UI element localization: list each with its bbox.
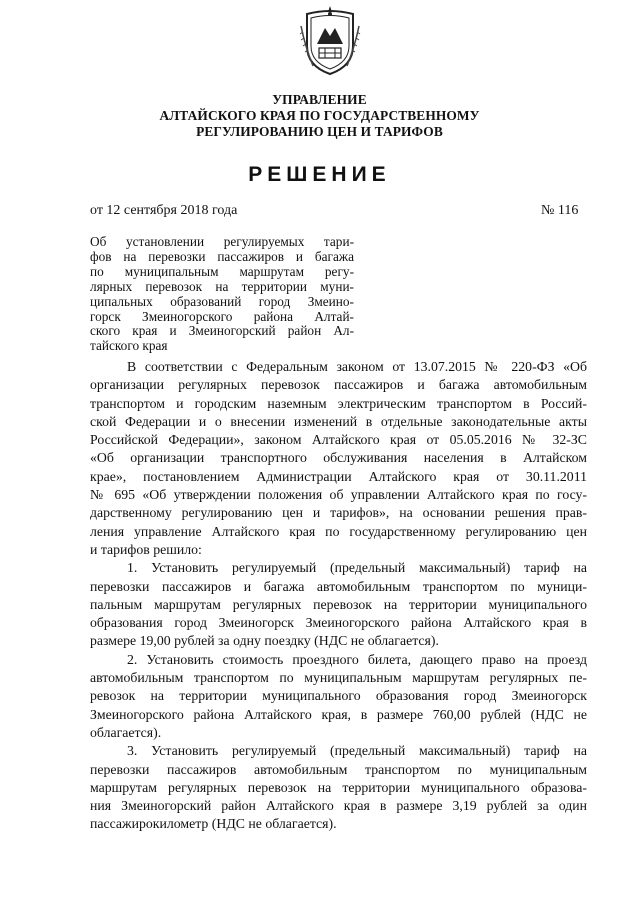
organization-header bbox=[0, 92, 639, 140]
body-line: ления управление Алтайского края по государственному регулированию цен bbox=[90, 523, 587, 539]
body-line: дарственному регулированию цен и тарифов», на основании решения прав- bbox=[90, 505, 587, 521]
subject-line: горск Змеиногорского района Алтай- bbox=[90, 308, 354, 324]
decision-subject bbox=[90, 235, 354, 354]
clause-3-line: маршрутам регулярных перевозок на территории муниципального образова- bbox=[90, 779, 587, 795]
body-line: крае», постановлением Администрации Алтайского края от 30.11.2011 bbox=[90, 468, 587, 484]
document-type-title: РЕШЕНИЕ bbox=[248, 163, 391, 186]
body-line: № 695 «Об утверждении положения об управлении Алтайского края по госу- bbox=[90, 487, 587, 503]
clause-1-line: пальным маршрутам регулярных перевозок на территории муниципального bbox=[90, 596, 587, 612]
clause-2-line: облагается). bbox=[90, 724, 162, 740]
org-name-line-1: УПРАВЛЕНИЕ bbox=[272, 92, 367, 107]
org-name-line-2: АЛТАЙСКОГО КРАЯ ПО ГОСУДАРСТВЕННОМУ bbox=[159, 108, 480, 123]
coat-of-arms-emblem bbox=[299, 6, 361, 78]
decision-body bbox=[90, 358, 587, 834]
org-name-line-3: РЕГУЛИРОВАНИЮ ЦЕН И ТАРИФОВ bbox=[196, 124, 443, 139]
clause-3-line: пассажирокилометр (НДС не облагается). bbox=[90, 816, 337, 832]
clause-3-line: 3. Установить регулируемый (предельный максимальный) тариф на bbox=[127, 743, 587, 759]
body-line: и тарифов решило: bbox=[90, 541, 202, 557]
body-line: транспортом и городским наземным электрическим транспортом в Россий- bbox=[90, 395, 587, 411]
clause-1-line: 1. Установить регулируемый (предельный максимальный) тариф на bbox=[127, 560, 587, 576]
clause-2-line: 2. Установить стоимость проездного билета, дающего право на проезд bbox=[127, 651, 587, 667]
clause-1-line: размере 19,00 рублей за одну поездку (НДС не облагается). bbox=[90, 633, 439, 649]
body-line: «Об организации транспортного обслуживания населения в Алтайском bbox=[90, 450, 587, 466]
subject-line: фов на перевозки пассажиров и багажа bbox=[90, 248, 354, 264]
clause-1-line: образования город Змеиногорск Змеиногорского района Алтайского края в bbox=[90, 615, 587, 631]
subject-line: лярных перевозок на территории муни- bbox=[90, 278, 354, 294]
clause-2-line: ревозок на территории муниципального образования город Змеиногорск bbox=[90, 688, 587, 704]
clause-1-line: перевозки пассажиров и багажа автомобильным транспортом по муници- bbox=[90, 578, 587, 594]
body-line: ской Федерации и о внесении изменений в отдельные законодательные акты bbox=[90, 413, 587, 429]
subject-line: Об установлении регулируемых тари- bbox=[90, 234, 354, 249]
clause-3-line: ния Змеиногорский район Алтайского края в размере 3,19 рублей за один bbox=[90, 798, 587, 814]
decision-number: № 116 bbox=[541, 203, 579, 218]
decision-date: от 12 сентября 2018 года bbox=[90, 203, 238, 218]
clause-3-line: перевозки пассажиров автомобильным транспортом по муниципальным bbox=[90, 761, 587, 777]
subject-line: ского края и Змеиногорский район Ал- bbox=[90, 323, 354, 339]
clause-2-line: Змеиногорского района Алтайского края, в размере 760,00 рублей (НДС не bbox=[90, 706, 587, 722]
clause-2-line: автомобильным транспортом по муниципальным маршрутам регулярных пе- bbox=[90, 670, 587, 686]
subject-line: по муниципальным маршрутам регу- bbox=[90, 263, 354, 279]
subject-line: ципальных образований город Змеино- bbox=[90, 293, 354, 309]
body-line: Российской Федерации», законом Алтайского края от 05.05.2016 № 32-ЗС bbox=[90, 432, 587, 448]
body-line: В соответствии с Федеральным законом от 13.07.2015 № 220-ФЗ «Об bbox=[127, 359, 587, 374]
subject-line: тайского края bbox=[90, 338, 168, 354]
body-line: организации регулярных перевозок пассажиров и багажа автомобильным bbox=[90, 377, 587, 393]
